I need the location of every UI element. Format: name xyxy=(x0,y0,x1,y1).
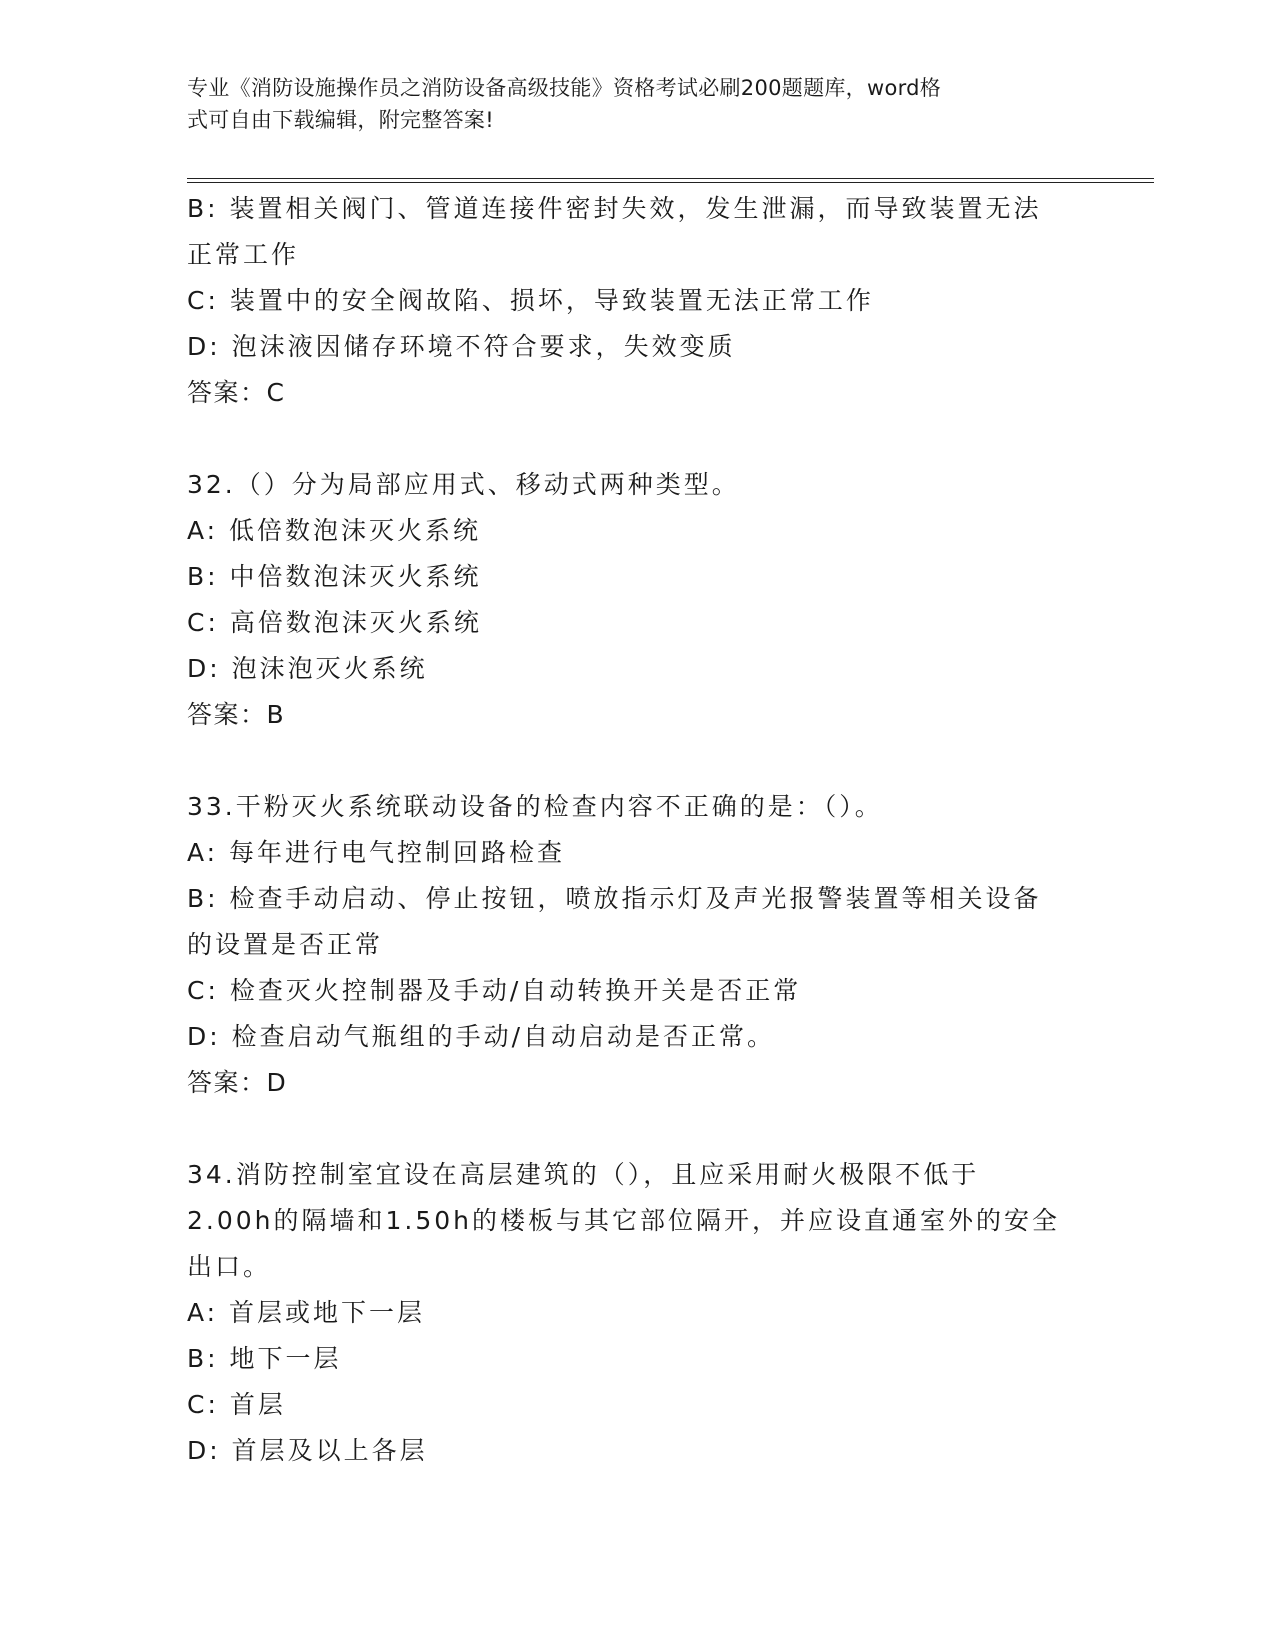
answer: 答案：D xyxy=(187,1068,288,1097)
spacer xyxy=(187,738,1087,784)
option-b-line-1: B: 检查手动启动、停止按钮，喷放指示灯及声光报警装置等相关设备 xyxy=(187,884,1042,913)
option-c: C: 检查灭火控制器及手动/自动转换开关是否正常 xyxy=(187,976,802,1005)
document-header xyxy=(187,72,1067,136)
option-c: C: 装置中的安全阀故陷、损坏，导致装置无法正常工作 xyxy=(187,286,874,315)
question-stem: 32.（）分为局部应用式、移动式两种类型。 xyxy=(187,470,740,499)
option-a: A: 每年进行电气控制回路检查 xyxy=(187,838,566,867)
question-33 xyxy=(187,784,1087,1106)
option-d: D: 泡沫液因储存环境不符合要求，失效变质 xyxy=(187,332,736,361)
option-b-line-2: 正常工作 xyxy=(187,240,300,269)
header-double-rule xyxy=(187,178,1154,183)
option-b: B: 中倍数泡沫灭火系统 xyxy=(187,562,482,591)
option-d: D: 检查启动气瓶组的手动/自动启动是否正常。 xyxy=(187,1022,776,1051)
question-stem-line-1: 34.消防控制室宜设在高层建筑的（），且应采用耐火极限不低于 xyxy=(187,1160,980,1189)
question-stem-line-3: 出口。 xyxy=(187,1252,272,1281)
spacer xyxy=(187,416,1087,462)
question-32 xyxy=(187,462,1087,738)
question-stem: 33.干粉灭火系统联动设备的检查内容不正确的是：（）。 xyxy=(187,792,883,821)
question-34 xyxy=(187,1152,1087,1474)
header-line-2: 式可自由下载编辑，附完整答案! xyxy=(187,108,494,132)
spacer xyxy=(187,1106,1087,1152)
option-a: A: 首层或地下一层 xyxy=(187,1298,426,1327)
header-line-1: 专业《消防设施操作员之消防设备高级技能》资格考试必刷200题题库，word格 xyxy=(187,76,942,100)
answer: 答案：C xyxy=(187,378,286,407)
answer: 答案：B xyxy=(187,700,286,729)
option-a: A: 低倍数泡沫灭火系统 xyxy=(187,516,482,545)
option-d: D: 泡沫泡灭火系统 xyxy=(187,654,428,683)
option-b: B: 地下一层 xyxy=(187,1344,342,1373)
document-body xyxy=(187,186,1087,1474)
question-stem-line-2: 2.00h的隔墙和1.50h的楼板与其它部位隔开，并应设直通室外的安全 xyxy=(187,1206,1061,1235)
question-31-remainder xyxy=(187,186,1087,416)
option-c: C: 高倍数泡沫灭火系统 xyxy=(187,608,482,637)
option-b-line-1: B: 装置相关阀门、管道连接件密封失效，发生泄漏，而导致装置无法 xyxy=(187,194,1042,223)
option-c: C: 首层 xyxy=(187,1390,286,1419)
option-d: D: 首层及以上各层 xyxy=(187,1436,428,1465)
option-b-line-2: 的设置是否正常 xyxy=(187,930,384,959)
